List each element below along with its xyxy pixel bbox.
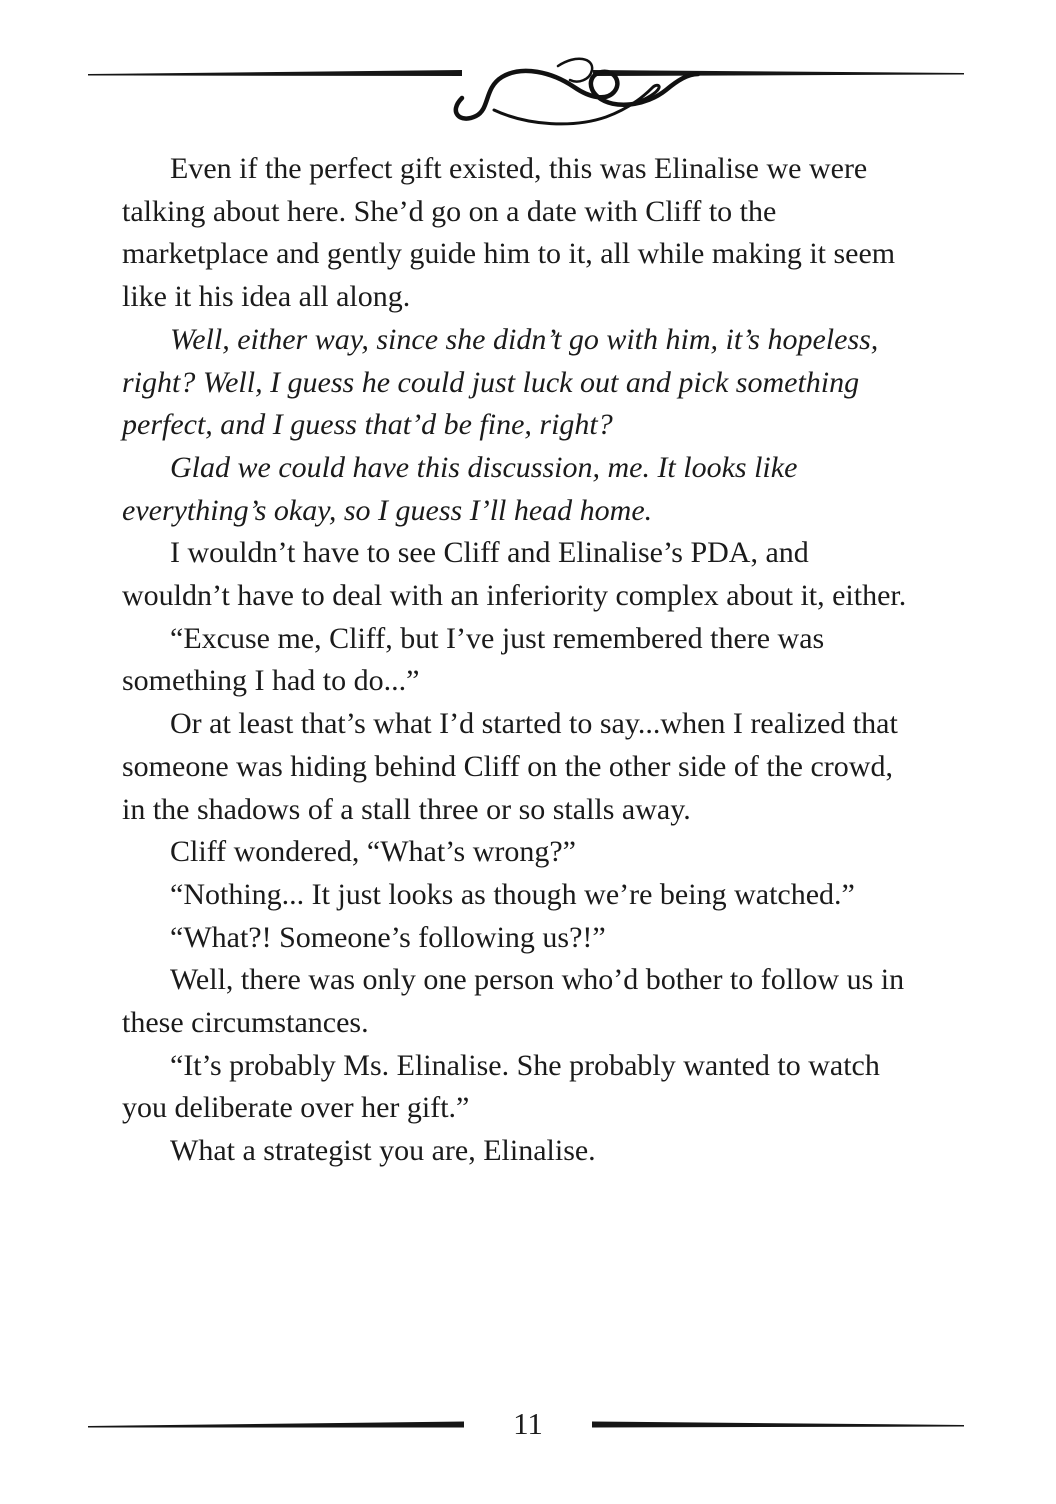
paragraph: I wouldn’t have to see Cliff and Elinalise’s PDA, and wouldn’t have to deal with an inferiority complex about it, either. [122,536,907,613]
page-number: 11 [513,1406,543,1441]
paragraph: Even if the perfect gift existed, this was Elinalise we were talking about here. She’d go on a date with Cliff to the marketplace and gently guide him to it, all while making it seem like it his idea all along. [122,152,896,314]
paragraph-dialogue: “What?! Someone’s following us?!” [170,920,606,954]
flourish-icon [456,59,698,124]
paragraph-dialogue: “It’s probably Ms. Elinalise. She probably wanted to watch you deliberate over her gift.” [122,1048,880,1125]
paragraph-dialogue: “Excuse me, Cliff, but I’ve just remembered there was something I had to do...” [122,621,825,698]
paragraph: Well, there was only one person who’d bother to follow us in these circumstances. [122,963,905,1040]
paragraph-dialogue: “Nothing... It just looks as though we’re being watched.” [170,877,855,911]
page-text [122,148,912,1173]
header-rule-left [88,70,462,76]
paragraph: Or at least that’s what I’d started to say...when I realized that someone was hiding behind Cliff on the other side of the crowd, in the shadows of a stall three or so stalls away. [122,707,898,826]
paragraph: What a strategist you are, Elinalise. [170,1134,596,1168]
header-rule-right [593,70,964,76]
paragraph-internal-monologue: Glad we could have this discussion, me. It looks like everything’s okay, so I guess I’ll head home. [122,450,798,527]
paragraph-internal-monologue: Well, either way, since she didn’t go with him, it’s hopeless, right? Well, I guess he could just luck out and pick something perfect, and I guess that’d be fine, right? [122,322,879,442]
paragraph-dialogue: Cliff wondered, “What’s wrong?” [170,835,576,869]
header-flourish-divider [88,44,968,140]
